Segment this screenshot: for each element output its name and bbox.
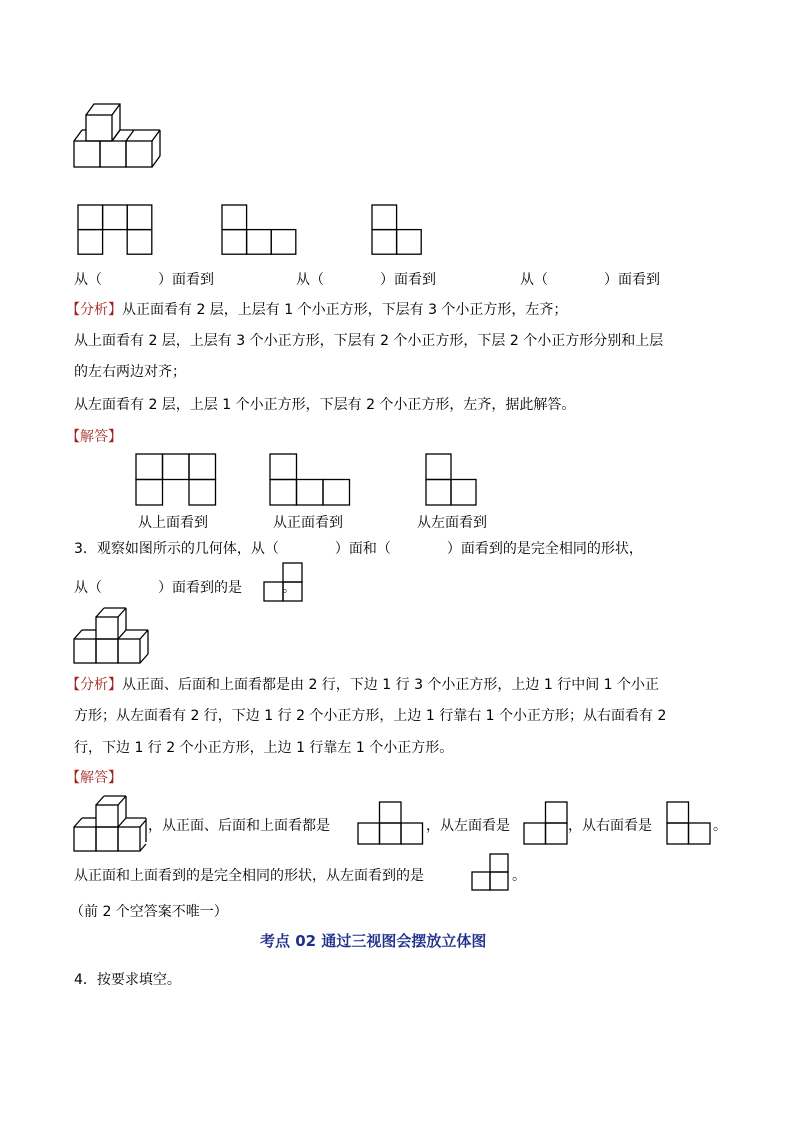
q3-answer-grid-right [667,802,713,846]
q3-answer-text-b: ，从左面看是 [426,818,510,834]
q4-question-line: 4．按要求填空。 [74,972,181,988]
q3-answer-line-2 [74,866,424,886]
q2-solid-figure [70,100,170,175]
q2-analysis-line-2: 从上面看有 2 层，上层有 3 个小正方形，下层有 2 个小正方形，下层 2 个小正方形分别和上层 [74,333,664,349]
q3-analysis-line-2: 方形；从左面看有 2 行，下边 1 行 2 个小正方形，上边 1 行靠右 1 个小正方形；从右面看有 2 [74,708,667,724]
q3-answer-text-a: ，从正面、后面和上面看都是 [148,818,330,834]
caption-front-view: 从正面看到 [273,515,343,531]
q3-question-end: 。 [282,580,296,596]
analysis-text: 从正面看有 2 层，上层有 1 个小正方形，下层有 3 个小正方形，左齐； [122,302,568,318]
q3-solid-figure [72,604,154,666]
q2-answer-label: 【解答】 [66,429,122,445]
q2-blank-3: 从（ ）面看到 [520,272,660,288]
q2-analysis-line-4: 从左面看有 2 层，上层 1 个小正方形，下层有 2 个小正方形，左齐，据此解答。 [74,397,576,413]
q3-question-line-1: 3．观察如图所示的几何体，从（ ）面和（ ）面看到的是完全相同的形状， [74,541,643,557]
analysis-text: 从正面、后面和上面看都是由 2 行，下边 1 行 3 个小正方形，上边 1 行中间 1 个小正 [122,677,660,693]
q2-view-grid-1 [78,205,154,255]
q2-answer-grid-left [426,454,482,508]
q3-answer-grid-small [472,854,512,894]
q2-answer-grid-front [270,454,352,508]
q2-view-grid-3 [372,205,424,255]
caption-top-view: 从上面看到 [138,515,208,531]
q3-answer-2-text: 从正面和上面看到的是完全相同的形状，从左面看到的是 [74,868,424,884]
q3-answer-text-c: ，从右面看是 [568,818,652,834]
q3-answer-solid [72,792,152,854]
q2-blank-2: 从（ ）面看到 [296,272,436,288]
q3-inline-view-grid [264,563,304,603]
analysis-label: 【分析】 [66,302,122,318]
q3-answer-text-d: 。 [713,818,727,834]
q3-analysis-line-3: 行，下边 1 行 2 个小正方形，上边 1 行靠左 1 个小正方形。 [74,740,454,756]
q2-blank-1: 从（ ）面看到 [74,272,214,288]
q3-answer-grid-front [358,802,426,846]
q2-view-grid-2 [222,205,298,255]
section-title: 考点 02 通过三视图会摆放立体图 [260,932,487,950]
q3-note: （前 2 个空答案不唯一） [70,904,228,920]
caption-left-view: 从左面看到 [417,515,487,531]
q3-answer-grid-left [524,802,570,846]
q2-answer-grid-top [136,454,218,508]
q3-question-text: 从（ ）面看到的是 [74,580,242,596]
q2-analysis-line-1 [66,300,567,320]
q3-answer-label: 【解答】 [66,770,122,786]
q3-answer-2-end: 。 [512,868,526,884]
q2-analysis-line-3: 的左右两边对齐； [74,364,186,380]
q3-analysis-line-1 [66,675,659,695]
analysis-label: 【分析】 [66,677,122,693]
q3-question-line-2 [74,578,296,598]
